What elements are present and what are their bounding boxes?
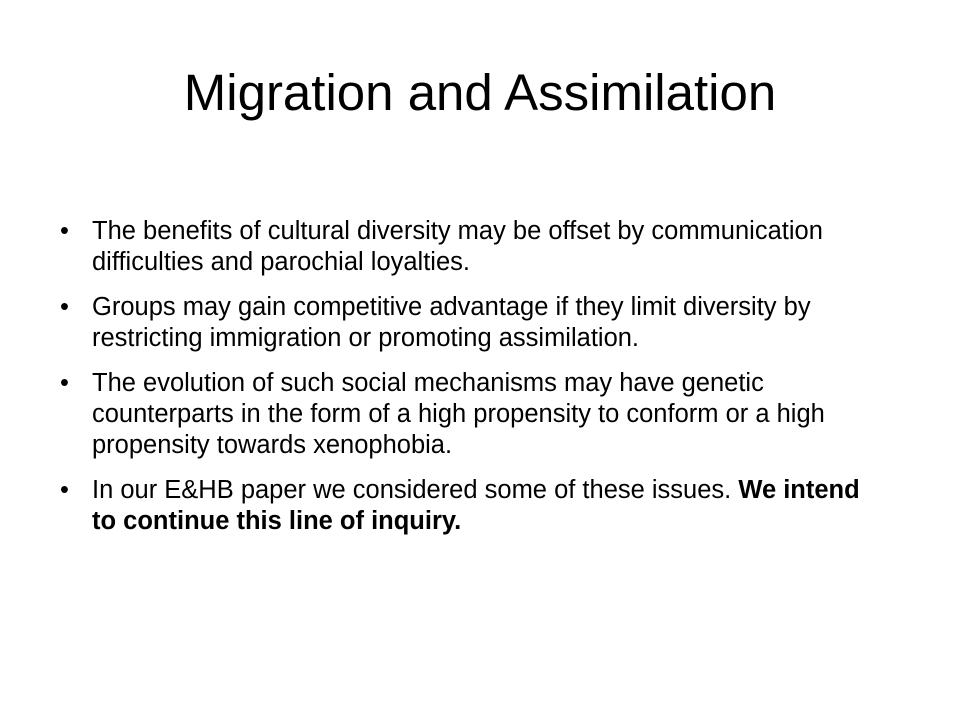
slide-title: Migration and Assimilation (183, 64, 777, 121)
bullet-text: The evolution of such social mechanisms may have genetic counterparts in the form of a high propensity to conform or a high propensity towards xenophobia. (92, 369, 825, 459)
bullet-marker: • (60, 369, 69, 397)
bullet-text-bold: We intend to continue this line of inquiry. (92, 476, 860, 535)
bullet-text: Groups may gain competitive advantage if they limit diversity by restricting immigration or promoting assimilation. (92, 293, 811, 352)
bullet-text: The benefits of cultural diversity may be offset by communication difficulties and parochial loyalties. (92, 217, 823, 276)
bullet-text-normal: In our E&HB paper we considered some of these issues. (92, 476, 739, 504)
bullet-text (92, 476, 860, 535)
bullet-item (60, 368, 890, 461)
bullet-item (60, 216, 890, 278)
bullet-marker: • (60, 293, 69, 321)
bullet-marker: • (60, 476, 69, 504)
bullet-item (60, 292, 890, 354)
bullet-marker: • (60, 217, 69, 245)
bullet-list (60, 216, 890, 551)
bullet-item (60, 475, 890, 537)
